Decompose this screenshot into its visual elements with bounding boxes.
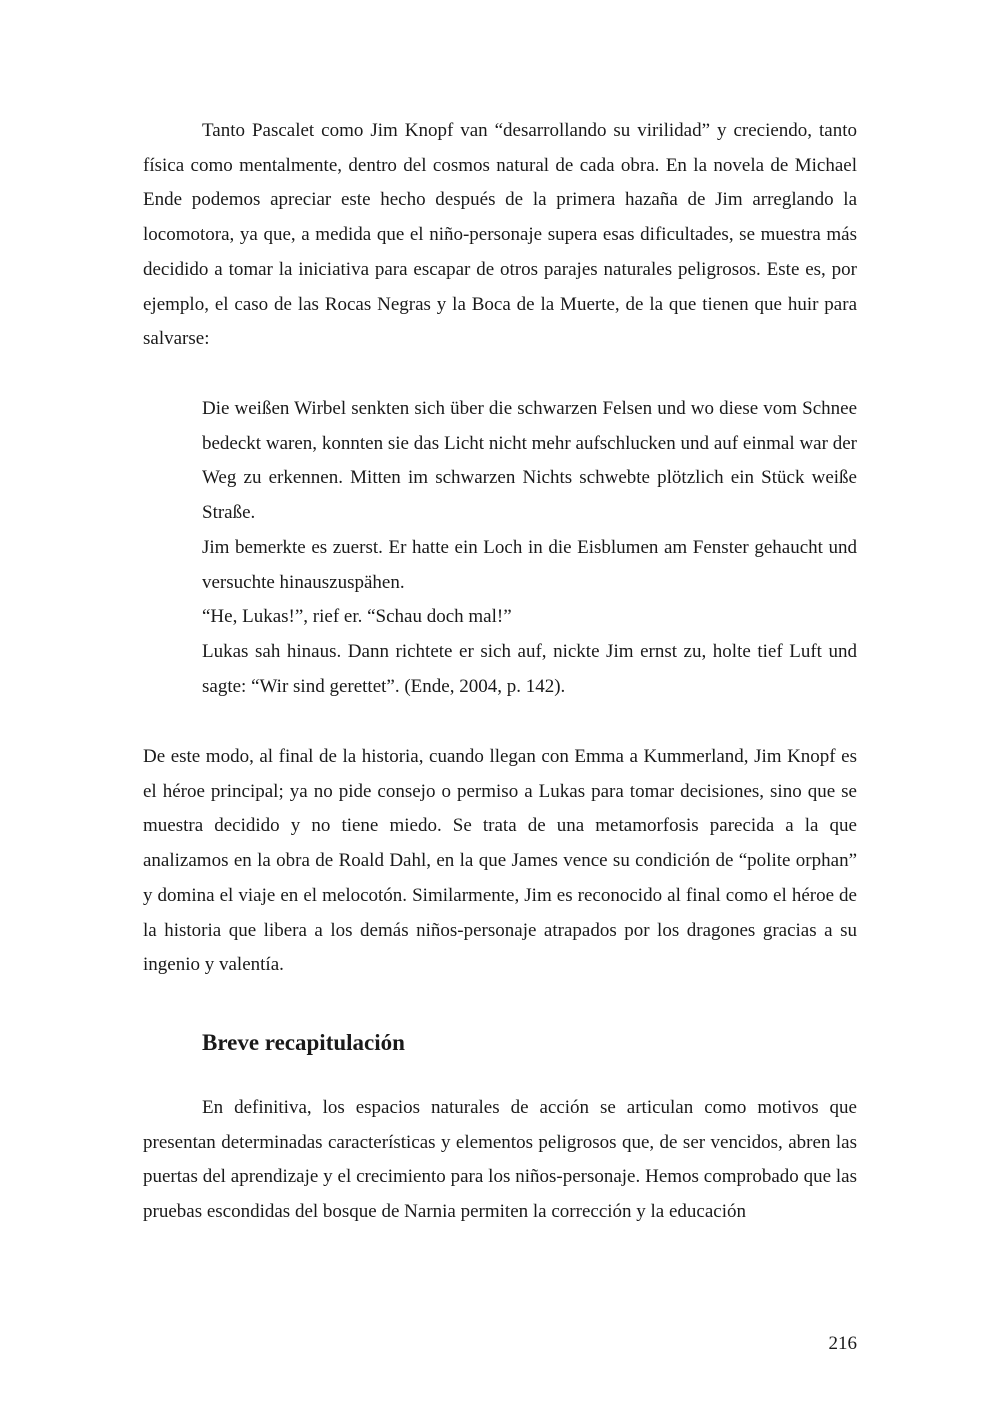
block-quote (202, 392, 857, 704)
section-heading: Breve recapitulación (202, 1030, 405, 1055)
quote-line-2: Jim bemerkte es zuerst. Er hatte ein Loch in die Eisblumen am Fenster gehaucht und versuchte hinauszuspähen. (202, 536, 857, 593)
quote-line-3: “He, Lukas!”, rief er. “Schau doch mal!” (202, 606, 512, 628)
quote-line-1: Die weißen Wirbel senkten sich über die schwarzen Felsen und wo diese vom Schnee bedeckt waren, konnten sie das Licht nicht mehr aufschlucken und auf einmal war der Weg zu erkennen. Mitten im schwarzen Nichts schwebte plötzlich ein Stück weiße Straße. (202, 398, 857, 524)
body-paragraph-3: En definitiva, los espacios naturales de acción se articulan como motivos que presentan determinadas características y elementos peligrosos que, de ser vencidos, abren las puertas del aprendizaje y el crecimiento para los niños-personaje. Hemos comprobado que las pruebas escondidas del bosque de Narnia permiten la corrección y la educación (143, 1097, 857, 1223)
body-paragraph-2: De este modo, al final de la historia, cuando llegan con Emma a Kummerland, Jim Knopf es el héroe principal; ya no pide consejo o permiso a Lukas para tomar decisiones, sino que se muestra decidido y no tiene miedo. Se trata de una metamorfosis parecida a la que analizamos en la obra de Roald Dahl, en la que James vence su condición de “polite orphan” y domina el viaje en el melocotón. Similarmente, Jim es reconocido al final como el héroe de la historia que libera a los demás niños-personaje atrapados por los dragones gracias a su ingenio y valentía. (143, 746, 857, 976)
body-paragraph-1: Tanto Pascalet como Jim Knopf van “desarrollando su virilidad” y creciendo, tanto física como mentalmente, dentro del cosmos natural de cada obra. En la novela de Michael Ende podemos apreciar este hecho después de la primera hazaña de Jim arreglando la locomotora, ya que, a medida que el niño-personaje supera esas dificultades, se muestra más decidido a tomar la iniciativa para escapar de otros parajes naturales peligrosos. Este es, por ejemplo, el caso de las Rocas Negras y la Boca de la Muerte, de la que tienen que huir para salvarse: (143, 120, 857, 350)
page-number: 216 (828, 1333, 857, 1354)
quote-line-4: Lukas sah hinaus. Dann richtete er sich auf, nickte Jim ernst zu, holte tief Luft und sagte: “Wir sind gerettet”. (Ende, 2004, p. 142). (202, 640, 857, 697)
